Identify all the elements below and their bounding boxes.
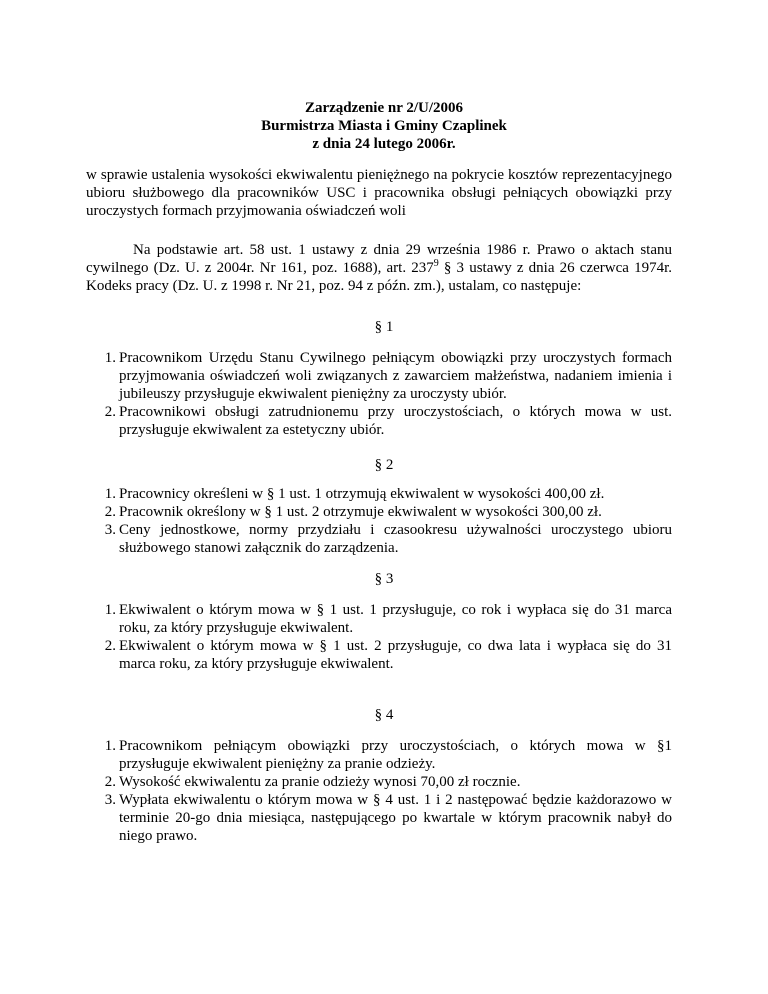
document-date: z dnia 24 lutego 2006r. [312, 136, 456, 152]
list-item-number: 1. [104, 602, 116, 618]
document-title: Zarządzenie nr 2/U/2006 [304, 100, 464, 116]
list-item-number: 1. [104, 350, 116, 366]
section-title: § 3 [374, 571, 394, 587]
list-item-text: Ceny jednostkowe, normy przydziału i czasookresu używalności uroczystego ubioru służbowego stanowi załącznik do zarządzenia. [119, 522, 672, 556]
list-item-text: Wysokość ekwiwalentu za pranie odzieży wynosi 70,00 zł rocznie. [119, 774, 521, 790]
legal-basis-paragraph [86, 241, 672, 295]
list-item-number: 3. [104, 522, 116, 538]
section-title: § 4 [374, 707, 394, 723]
list-item-number: 2. [104, 638, 116, 654]
legal-basis-text-2: § 3 ustawy z dnia 26 czerwca 1974r. Kodeks pracy (Dz. U. z 1998 r. Nr 21, poz. 94 z późn. zm.), ustalam, co następuje: [86, 260, 672, 294]
list-item-text: Pracownikowi obsługi zatrudnionemu przy uroczystościach, o których mowa w ust. przysługuje ekwiwalent za estetyczny ubiór. [119, 404, 672, 438]
legal-basis-superscript: 9 [433, 258, 439, 269]
list-item-number: 1. [104, 738, 116, 754]
list-item-text: Ekwiwalent o którym mowa w § 1 ust. 2 przysługuje, co dwa lata i wypłaca się do 31 marca roku, za który przysługuje ekwiwalent. [119, 638, 672, 672]
section-title: § 1 [374, 319, 394, 335]
document-issuer: Burmistrza Miasta i Gminy Czaplinek [261, 118, 507, 134]
list-item-text: Pracownicy określeni w § 1 ust. 1 otrzymują ekwiwalent w wysokości 400,00 zł. [119, 486, 605, 502]
legal-basis-text-1: Na podstawie art. 58 ust. 1 ustawy z dnia 29 września 1986 r. Prawo o aktach stanu cywilnego (Dz. U. z 2004r. Nr 161, poz. 1688), art. 237 [86, 242, 672, 276]
list-item-number: 2. [104, 774, 116, 790]
list-item-text: Pracownikom Urzędu Stanu Cywilnego pełniącym obowiązki przy uroczystych formach przyjmowania oświadczeń woli związanych z zawarciem małżeństwa, nadaniem imienia i jubileuszy przysługuje ekwiwalent pieniężny za uroczysty ubiór. [119, 350, 672, 402]
list-item-number: 2. [104, 404, 116, 420]
list-item-number: 2. [104, 504, 116, 520]
list-item-text: Pracownik określony w § 1 ust. 2 otrzymuje ekwiwalent w wysokości 300,00 zł. [119, 504, 602, 520]
list-item-number: 3. [104, 792, 116, 808]
list-item-text: Ekwiwalent o którym mowa w § 1 ust. 1 przysługuje, co rok i wypłaca się do 31 marca roku, za który przysługuje ekwiwalent. [119, 602, 672, 636]
subject-paragraph: w sprawie ustalenia wysokości ekwiwalentu pieniężnego na pokrycie kosztów reprezentacyjnego ubioru służbowego dla pracowników USC i pracownika obsługi pełniących obowiązki przy uroczystych formach przyjmowania oświadczeń woli [86, 167, 672, 219]
section-title: § 2 [374, 457, 394, 473]
list-item-text: Pracownikom pełniącym obowiązki przy uroczystościach, o których mowa w §1 przysługuje ekwiwalent pieniężny za pranie odzieży. [119, 738, 672, 772]
list-item-text: Wypłata ekwiwalentu o którym mowa w § 4 ust. 1 i 2 następować będzie każdorazowo w terminie 20-go dnia miesiąca, następującego po kwartale w którym pracownik nabył do niego prawo. [119, 792, 672, 844]
list-item-number: 1. [104, 486, 116, 502]
